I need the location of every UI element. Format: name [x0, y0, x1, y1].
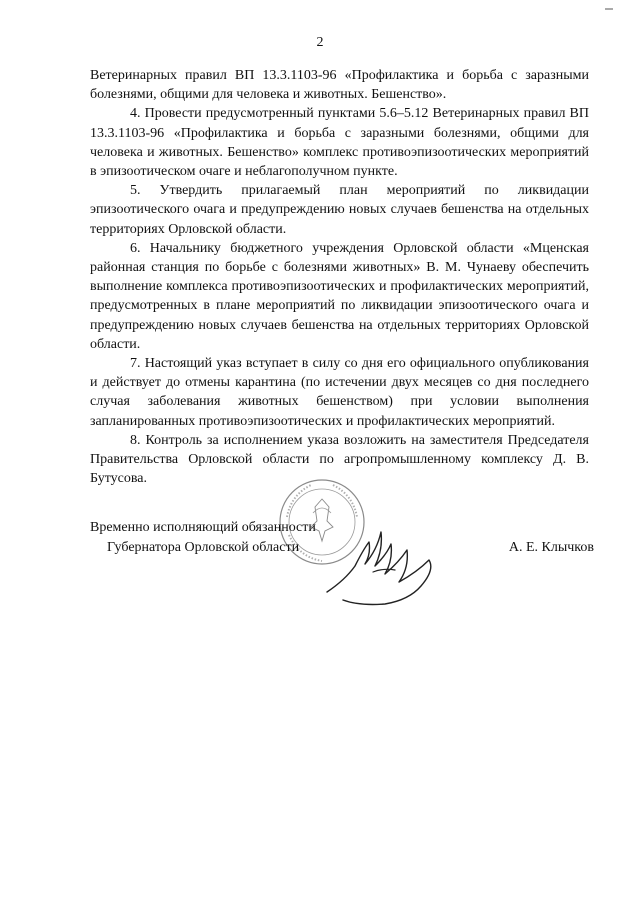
document-body: [90, 66, 589, 488]
paragraph-8: 8. Контроль за исполнением указа возложить на заместителя Председателя Правительства Орловской области по агропромышленному комплексу Д. В. Бутусова.: [90, 432, 589, 487]
paragraph-continuation: Ветеринарных правил ВП 13.3.1103-96 «Профилактика и борьба с заразными болезнями, общими для человека и животных. Бешенство».: [90, 68, 589, 103]
signatory-name: А. Е. Клычков: [508, 540, 594, 555]
corner-mark: [604, 4, 614, 14]
handwritten-signature: [325, 520, 455, 610]
page-number: 2: [316, 35, 324, 50]
paragraph-7: 7. Настоящий указ вступает в силу со дня его официального опубликования и действует до отмены карантина (по истечении двух месяцев со дня последнего случая заболевания животных бешенством) при условии выполнения запланированных противоэпизоотических и профилактических мероприятий.: [90, 356, 589, 429]
paragraph-6: 6. Начальнику бюджетного учреждения Орловской области «Мценская районная станция по борьбе с болезнями животных» В. М. Чунаеву обеспечить выполнение комплекса противоэпизоотических и профилактических мероприятий, предусмотренных в плане мероприятий по ликвидации эпизоотического очага и предупреждению новых случаев бешенства на отдельных территориях Орловской области.: [90, 240, 589, 352]
signatory-title-line1: Временно исполняющий обязанности: [90, 520, 316, 535]
paragraph-4: 4. Провести предусмотренный пунктами 5.6–5.12 Ветеринарных правил ВП 13.3.1103-96 «Профилактика и борьба с заразными болезнями, общими для человека и животных. Бешенство» комплекс противоэпизоотических мероприятий в эпизоотическом очаге и неблагополучном пункте.: [90, 106, 589, 180]
signatory-title-line2: Губернатора Орловской области: [107, 540, 300, 555]
paragraph-5: 5. Утвердить прилагаемый план мероприятий по ликвидации эпизоотического очага и предупреждению новых случаев бешенства на отдельных территориях Орловской области.: [90, 183, 589, 237]
